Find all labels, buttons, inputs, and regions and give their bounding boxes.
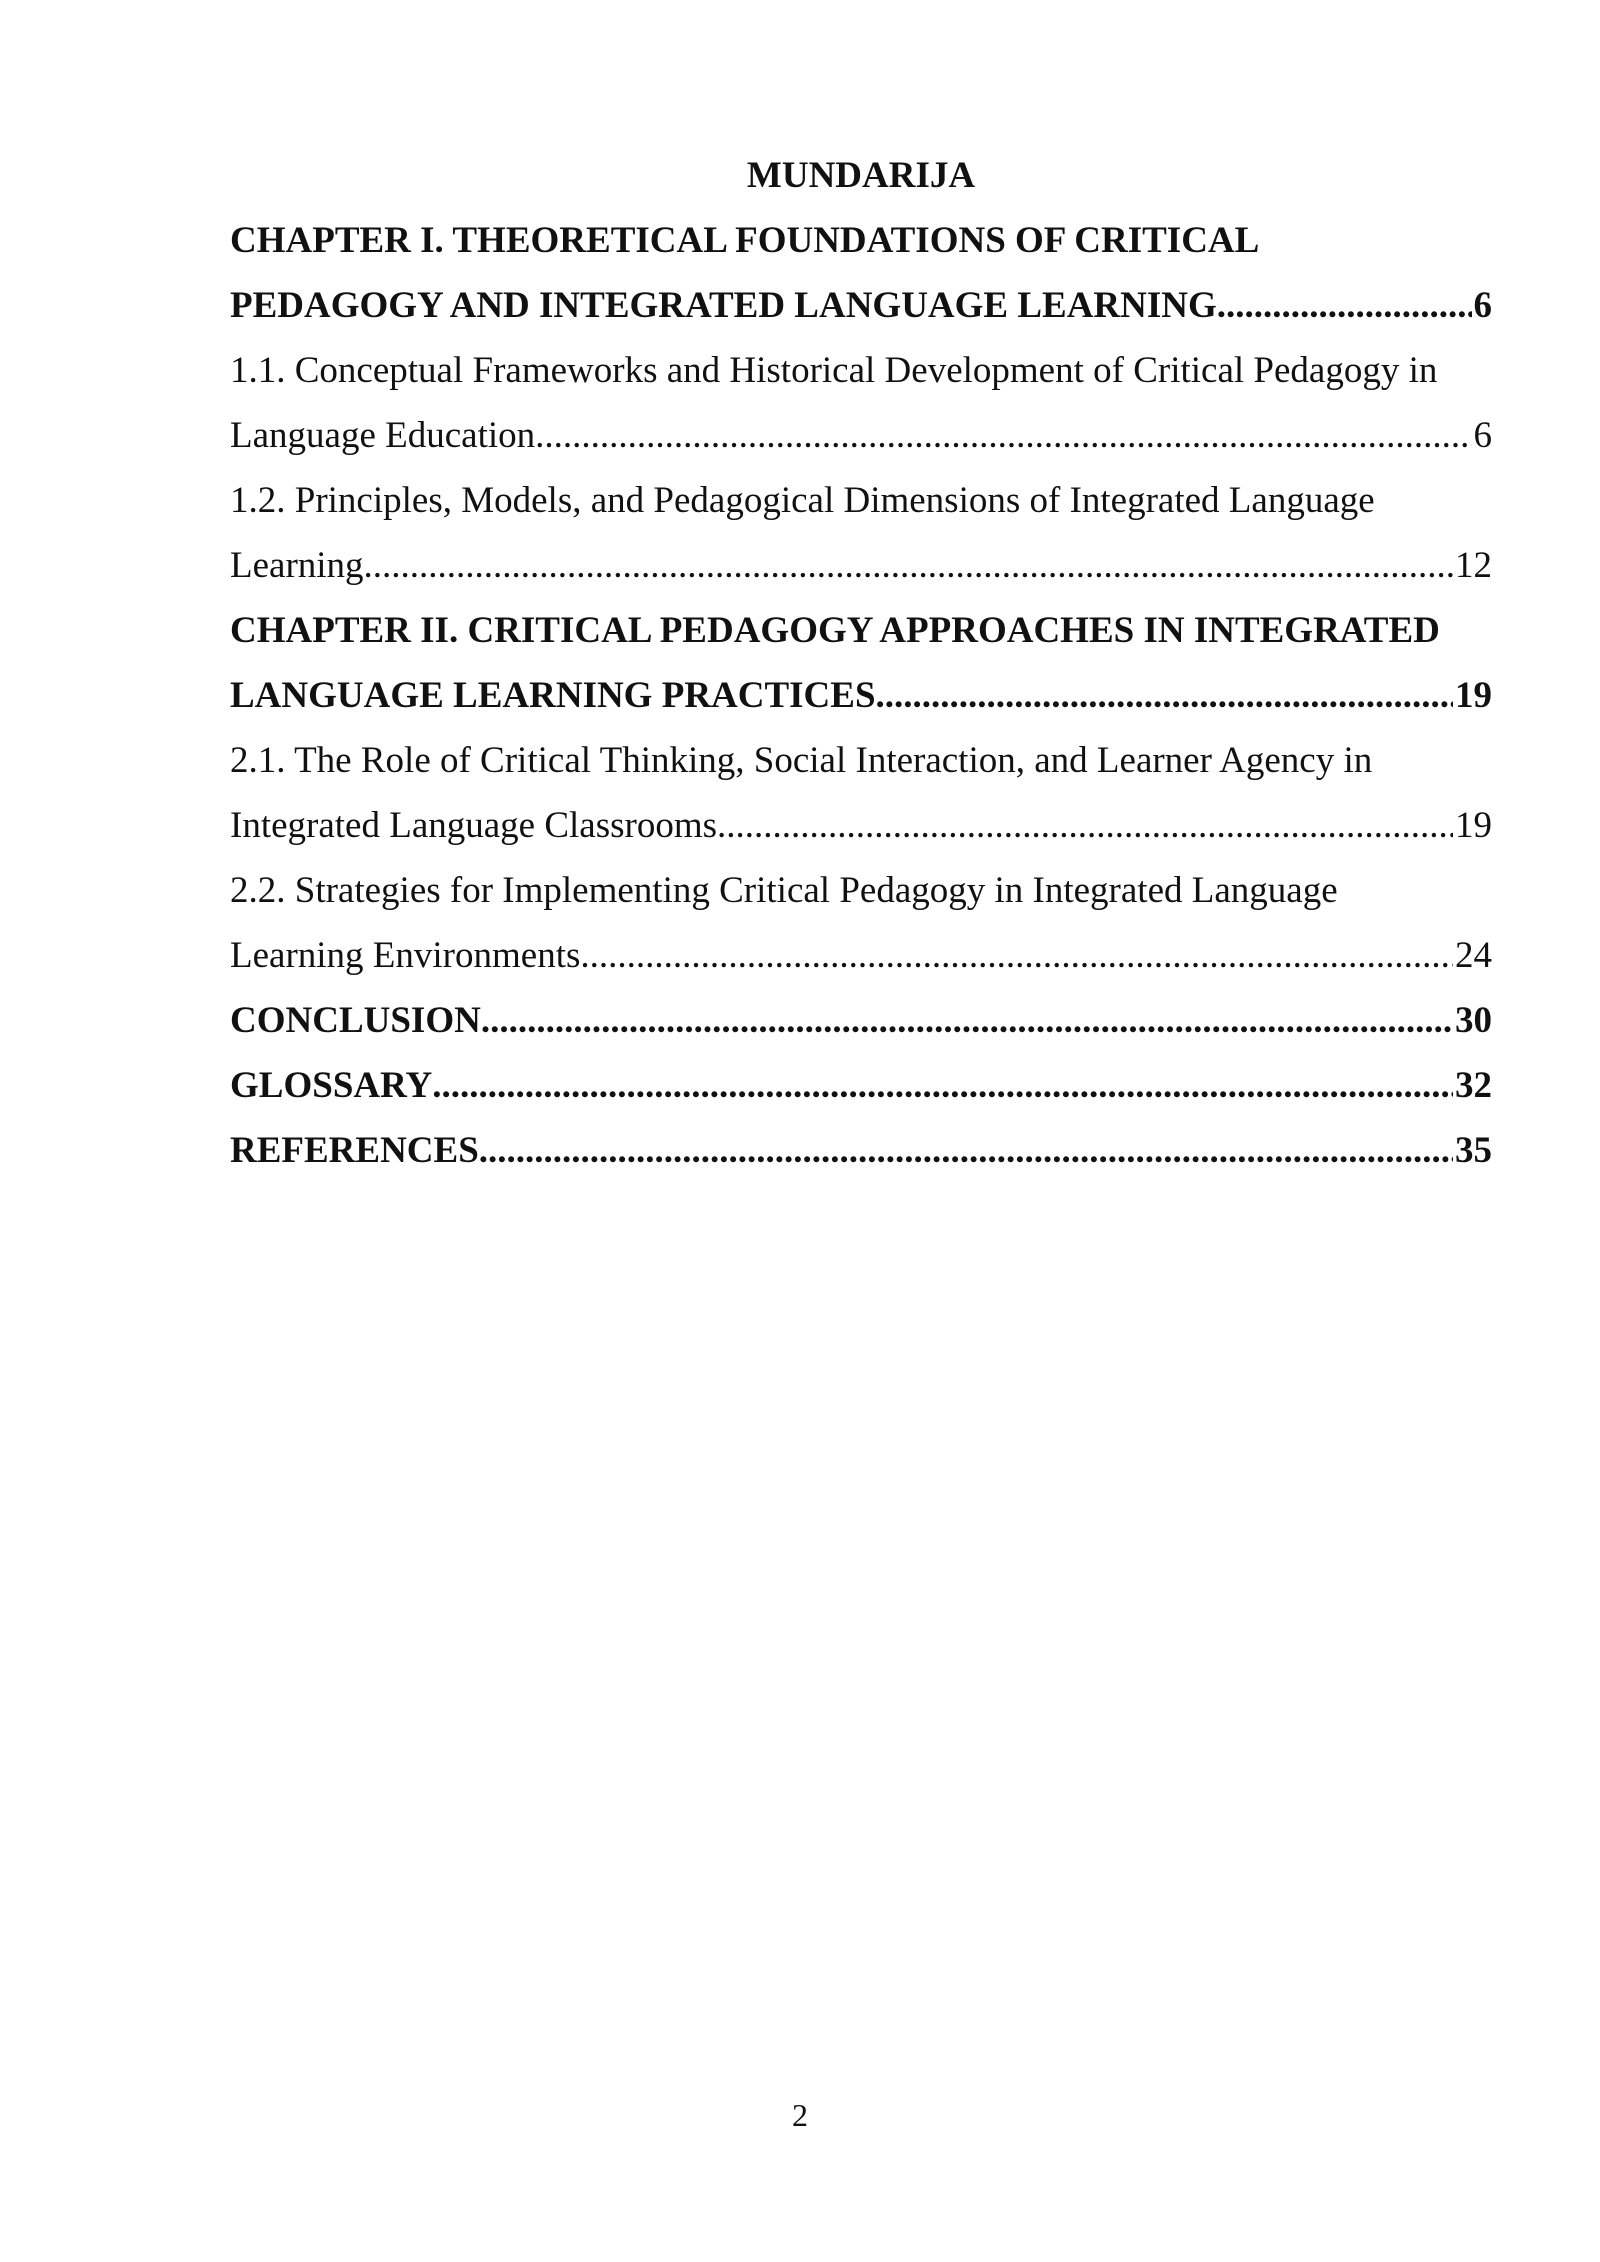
toc-entry-leader-line	[230, 403, 1492, 468]
toc-entry-leader-line	[230, 533, 1492, 598]
toc-entry-text: 1.2. Principles, Models, and Pedagogical Dimensions of Integrated Language	[230, 480, 1375, 521]
table-of-contents	[230, 143, 1492, 1183]
toc-entry-leader-line	[230, 1118, 1492, 1183]
toc-entry-leader-line	[230, 923, 1492, 988]
toc-entry-section-2-2[interactable]	[230, 858, 1492, 988]
toc-entry-leader-line	[230, 793, 1492, 858]
toc-entry-section-1-1[interactable]	[230, 338, 1492, 468]
toc-entry-chapter-2[interactable]	[230, 598, 1492, 728]
toc-page-number: 32	[1455, 1065, 1492, 1106]
toc-entry-leader-line	[230, 663, 1492, 728]
toc-entry-section-1-2[interactable]	[230, 468, 1492, 598]
toc-entry-text: 2.2. Strategies for Implementing Critical Pedagogy in Integrated Language	[230, 870, 1338, 911]
dot-leader	[876, 663, 1453, 728]
toc-entry-text: 1.1. Conceptual Frameworks and Historical Development of Critical Pedagogy in	[230, 350, 1438, 391]
toc-entry-text: CHAPTER I. THEORETICAL FOUNDATIONS OF CRITICAL	[230, 220, 1260, 261]
page-number: 2	[792, 2097, 808, 2133]
dot-leader	[580, 923, 1453, 988]
toc-title: MUNDARIJA	[746, 155, 976, 196]
dot-leader	[535, 403, 1471, 468]
toc-page-number: 6	[1473, 285, 1492, 326]
toc-entry-references[interactable]	[230, 1118, 1492, 1183]
toc-page-number: 19	[1455, 805, 1492, 846]
toc-entry-glossary[interactable]	[230, 1053, 1492, 1118]
toc-entry-conclusion[interactable]	[230, 988, 1492, 1053]
toc-page-number: 35	[1455, 1130, 1492, 1171]
toc-entry-text: LANGUAGE LEARNING PRACTICES	[230, 675, 876, 716]
toc-entry-leader-line	[230, 273, 1492, 338]
toc-entry-section-2-1[interactable]	[230, 728, 1492, 858]
toc-entry-text: CONCLUSION	[230, 1000, 481, 1041]
toc-entry-text: 2.1. The Role of Critical Thinking, Social Interaction, and Learner Agency in	[230, 740, 1373, 781]
toc-page-number: 12	[1455, 545, 1492, 586]
toc-page-number: 30	[1455, 1000, 1492, 1041]
toc-entry-text: GLOSSARY	[230, 1065, 433, 1106]
dot-leader	[432, 1053, 1453, 1118]
dot-leader	[1217, 273, 1472, 338]
toc-page-number: 24	[1455, 935, 1492, 976]
toc-entry-text: Language Education	[230, 415, 536, 456]
toc-entry-leader-line	[230, 988, 1492, 1053]
toc-entry-leader-line	[230, 1053, 1492, 1118]
dot-leader	[481, 988, 1453, 1053]
toc-page-number: 19	[1455, 675, 1492, 716]
toc-entry-text: CHAPTER II. CRITICAL PEDAGOGY APPROACHES IN INTEGRATED	[230, 610, 1440, 651]
dot-leader	[364, 533, 1453, 598]
toc-entry-text: Integrated Language Classrooms	[230, 805, 718, 846]
toc-entry-text: PEDAGOGY AND INTEGRATED LANGUAGE LEARNING	[230, 285, 1217, 326]
dot-leader	[479, 1118, 1453, 1183]
toc-entry-text: Learning	[230, 545, 364, 586]
toc-page-number: 6	[1473, 415, 1492, 456]
dot-leader	[717, 793, 1453, 858]
toc-entry-chapter-1[interactable]	[230, 208, 1492, 338]
toc-entry-text: Learning Environments	[230, 935, 581, 976]
toc-entry-text: REFERENCES	[230, 1130, 479, 1171]
